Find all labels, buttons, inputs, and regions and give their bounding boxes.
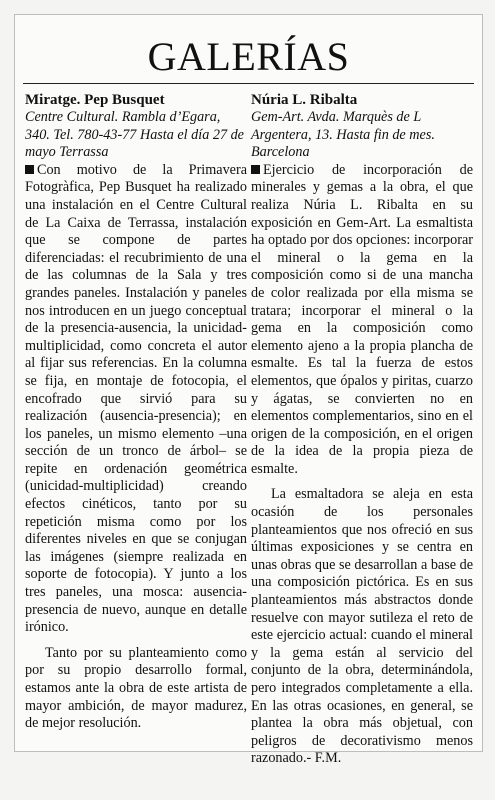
right-article-paragraph-1-text: Ejercicio de incorporación de minerales y gemas a la obra, el que realiza Núria L. Ribalta en su exposición en Gem-Art. La esmaltista ha optado por dos opciones: incorporar el mineral o la gema en la composición como si de una mancha de color realizada por ella misma se tratara; incorporar el mineral o la gema en la composición como elemento ajeno a la propia plancha de esmalte. Es tal la fuerza de estos elementos, que ópalos y piritas, cuarzo y ágatas, se convierten no en elementos complementarios, sino en el origen de la composición, en el origen de la idea de la propia pieza de esmalte. [251, 161, 473, 477]
right-article-heading: Núria L. Ribalta [251, 92, 358, 108]
left-article-heading: Miratge. Pep Busquet [25, 92, 165, 108]
left-article-paragraph-1 [25, 162, 247, 637]
right-article [251, 91, 473, 768]
right-article-venue: Gem-Art. Avda. Marquès de L Argentera, 13. Hasta fin de mes. Barcelona [251, 109, 435, 161]
right-article-paragraph-1 [251, 162, 473, 479]
left-article-paragraph-1-text: Con motivo de la Primavera Fotogràfica, Pep Busquet ha realizado una instalación en el Centre Cultural de La Caixa de Terrassa, instalación que se compone de partes diferenciadas: el recubrimiento de una de las columnas de la Sala y tres grandes paneles. Instalación y paneles nos introducen en un juego conceptual de la presencia-ausencia, la unicidad-multiplicidad, como concreta el autor al fijar sus referencias. En la columna se fija, en montaje de fotocopia, el encofrado que sirvió para su realización (ausencia-presencia); en los paneles, un mismo elemento –una sección de un tronco de árbol– se repite en ordenación geométrica (unicidad-multiplicidad) creando efectos cinéticos, tanto por su repetición misma como por los diferentes niveles en que se conjugan las imágenes (siempre realizada en soporte de fotocopia). Y junto a los tres paneles, una mosca: ausencia-presencia de nuevo, aunque en detalle irónico. [25, 161, 247, 636]
right-article-paragraph-2: La esmaltadora se aleja en esta ocasión de los personales planteamientos que nos ofreció en sus últimas exposiciones y se centra en unas obras que se desarrollan a base de una composición pictórica. Es en sus planteamientos más abstractos donde resuelve con mayor sutileza el reto de este ejercicio actual: cuando el mineral y la gema están al servicio del conjunto de la obra, determinándola, pero integrados completamente a ella. En las otras ocasiones, en general, se plantea la obra más objetual, con peligros de decorativismo menos razonado.- F.M. [251, 486, 473, 767]
title-rule [23, 83, 474, 84]
left-article-venue: Centre Cultural. Rambla d’Egara, 340. Tel. 780-43-77 Hasta el día 27 de mayo Terrassa [25, 109, 244, 161]
section-title: GALERÍAS [147, 34, 350, 79]
left-article [25, 91, 247, 733]
bullet-square-icon [25, 165, 34, 174]
left-article-paragraph-2: Tanto por su planteamiento como por su propio desarrollo formal, estamos ante la obra de este artista de mayor ambición, de mayor madurez, de mejor resolución. [25, 644, 247, 732]
newspaper-clipping [14, 14, 483, 767]
bullet-square-icon [251, 165, 260, 174]
